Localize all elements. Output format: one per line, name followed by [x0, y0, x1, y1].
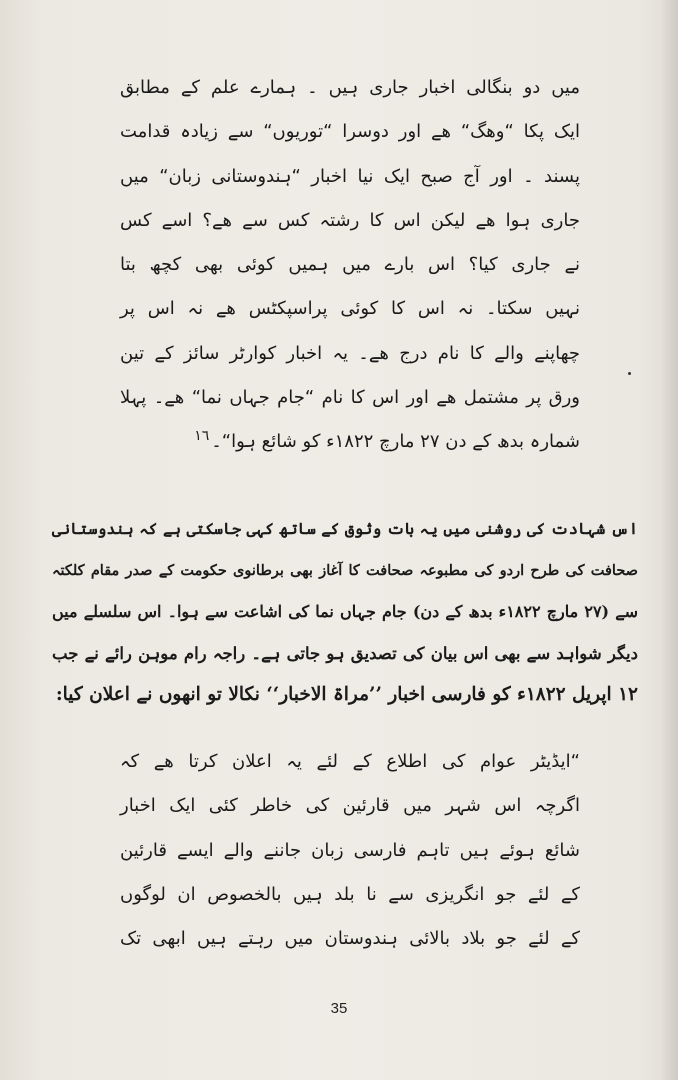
body-line: دیگر شواہد سے بھی اس بیان کی تصدیق ہو جاتی ہے۔ راجہ رام موہن رائے نے جب	[52, 643, 638, 663]
quote-top-line: میں دو بنگالی اخبار جاری ہیں ۔ ہمارے علم کے مطابق	[120, 77, 580, 98]
quote-top-line-text: شمارہ بدھ کے دن ٢٧ مارچ ١٨٢٢ء کو شائع ہوا“۔	[211, 431, 580, 453]
quote-top-line: نے جاری کیا؟ اس بارے میں ہمیں کوئی بھی کچھ بتا	[120, 254, 580, 276]
quote-bottom-line: “ایڈیٹر عوام کی اطلاع کے لئے یہ اعلان کرتا ھے کہ	[120, 751, 580, 772]
quote-top-last-line	[120, 420, 580, 464]
quote-top-line: ورق پر مشتمل ھے اور اس کا نام “جام جہاں نما“ ھے۔ پہلا	[120, 387, 580, 409]
quote-top-line: پسند ۔ اور آج صبح ایک نیا اخبار “ہندوستانی زبان“ میں	[120, 165, 580, 187]
quote-bottom-line: کے لئے جو انگریزی سے نا بلد ہیں بالخصوص ان لوگوں	[120, 883, 580, 905]
body-line: اس شہادت کی روشنی میں یہ بات وثوق کے ساتھ کہی جاسکتی ہے کہ ہندوستانی	[52, 519, 638, 538]
quoted-passage-bottom	[120, 740, 580, 961]
quote-bottom-line: کے لئے جو بلاد بالائی ہندوستان میں رہتے ہیں ابھی تک	[120, 928, 580, 950]
body-paragraph	[52, 508, 638, 716]
footnote-marker: ١٦	[194, 428, 210, 445]
paper-speck	[628, 372, 631, 375]
body-line: صحافت کی طرح اردو کی مطبوعہ صحافت کا آغاز بھی برطانوی حکومت کے صدر مقام کلکتہ	[52, 561, 638, 579]
quote-bottom-line: شائع ہوئے ہیں تاہم فارسی زبان جاننے والے ایسے قارئین	[120, 839, 580, 861]
page-edge-shadow	[660, 0, 678, 1080]
body-line: سے (٢٧ مارچ ١٨٢٢ء بدھ کے دن) جام جہاں نما کی اشاعت سے ہوا۔ اس سلسلے میں	[52, 602, 639, 621]
quote-top-line: ایک پکا “وھگ“ ھے اور دوسرا “توریوں“ سے زیادہ قدامت	[120, 121, 580, 143]
page-number: 35	[330, 1000, 348, 1017]
quote-top-line: نہیں سکتا۔ نہ اس کا کوئی پراسپکٹس ھے نہ اس پر	[120, 298, 580, 320]
quote-top-line: چھاپنے والے کا نام درج ھے۔ یہ اخبار کوارٹر سائز کے تین	[120, 342, 580, 364]
quoted-passage-top	[120, 66, 580, 465]
quote-top-line: جاری ہوا ھے لیکن اس کا رشتہ کس سے ھے؟ اسے کس	[120, 209, 580, 231]
body-line: ١٢ اپریل ١٨٢٢ء کو فارسی اخبار ’’مراۃ الاخبار‘‘ نکالا تو انھوں نے اعلان کیا:	[55, 684, 638, 705]
quote-bottom-line: اگرچہ اس شہر میں قارئین کی خاطر کئی ایک اخبار	[120, 795, 580, 817]
